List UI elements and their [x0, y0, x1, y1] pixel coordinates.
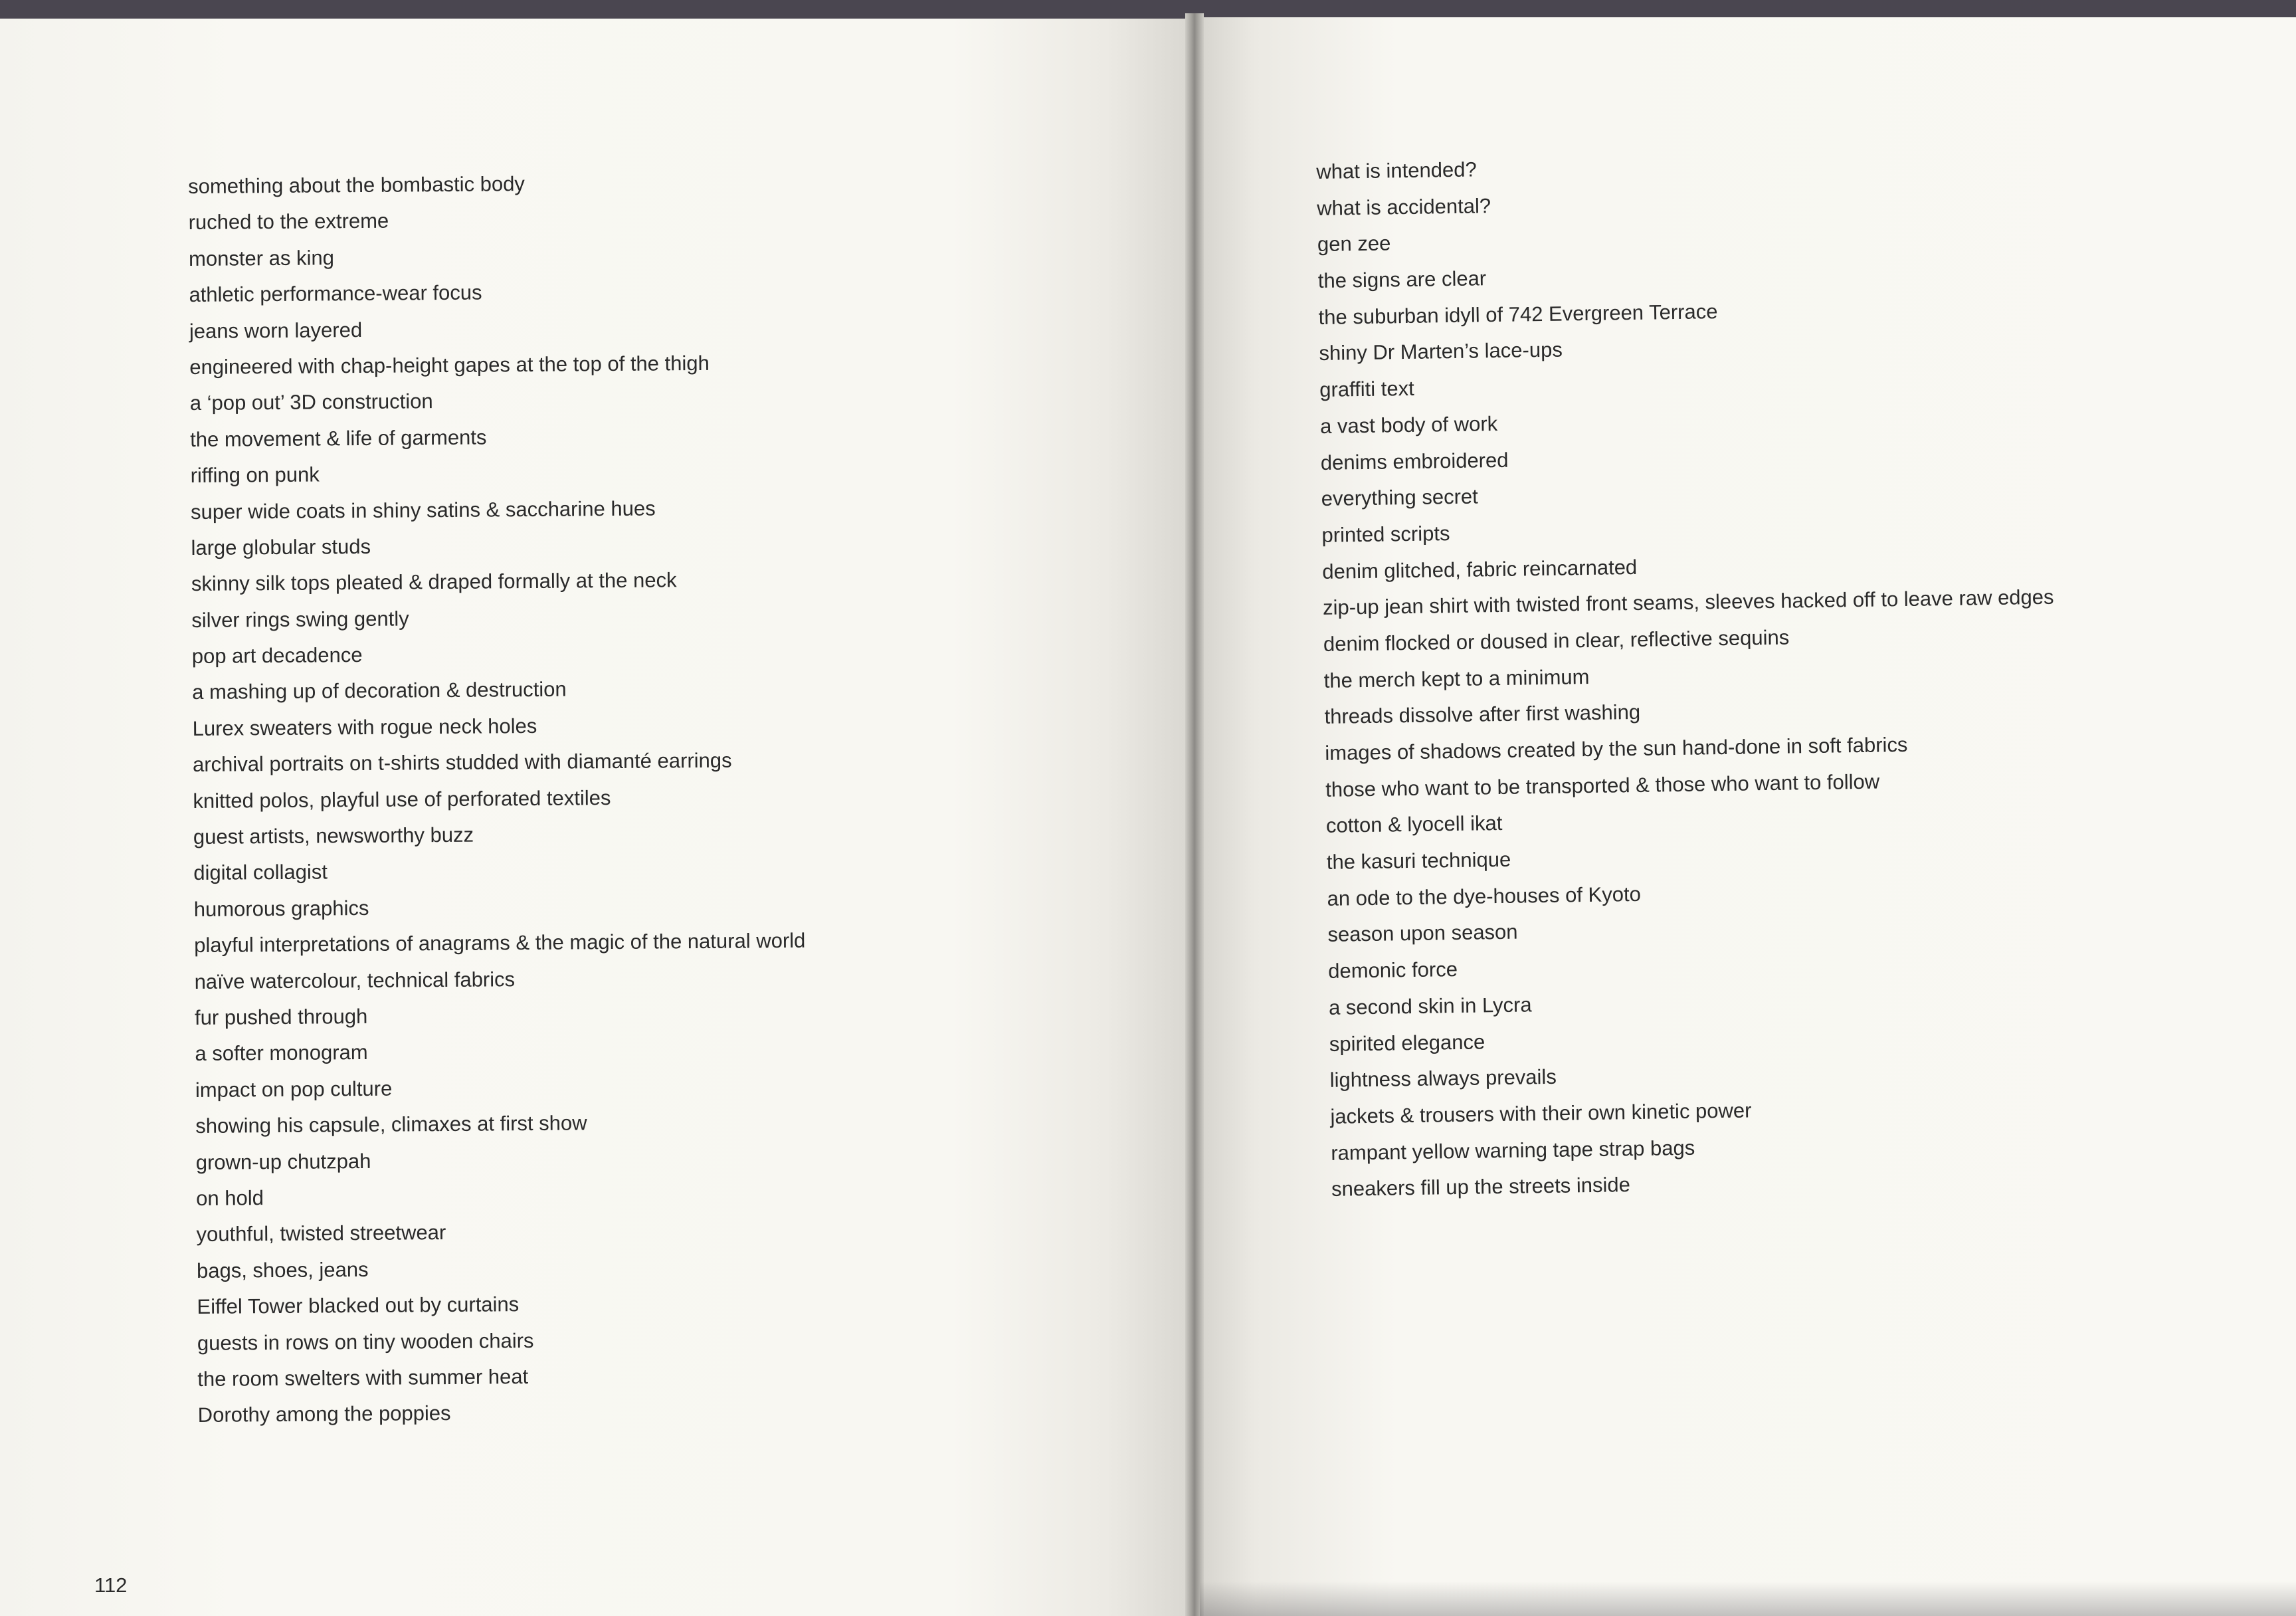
text-line: grown-up chutzpah: [195, 1149, 371, 1174]
text-line: denim glitched, fabric reincarnated: [1322, 555, 1638, 583]
text-line: jeans worn layered: [189, 318, 363, 343]
text-line: athletic performance-wear focus: [189, 280, 482, 307]
text-line: pop art decadence: [191, 643, 363, 668]
text-line: shiny Dr Marten’s lace-ups: [1319, 338, 1563, 365]
text-line: lightness always prevails: [1329, 1064, 1557, 1092]
text-line: denim flocked or doused in clear, reflective sequins: [1323, 625, 1790, 656]
left-page-text-list: [188, 164, 809, 1434]
text-line: guest artists, newsworthy buzz: [193, 823, 474, 849]
text-line: skinny silk tops pleated & draped formally at the neck: [191, 568, 677, 596]
text-line: silver rings swing gently: [191, 607, 409, 632]
text-line: denims embroidered: [1320, 448, 1509, 474]
text-line: everything secret: [1321, 484, 1478, 511]
text-line: on hold: [196, 1186, 264, 1210]
text-line: knitted polos, playful use of perforated textiles: [193, 785, 611, 813]
text-line: sneakers fill up the streets inside: [1331, 1173, 1631, 1201]
text-line: the suburban idyll of 742 Evergreen Terrace: [1318, 299, 1718, 329]
text-line: something about the bombastic body: [188, 172, 525, 198]
text-line: the room swelters with summer heat: [197, 1364, 529, 1391]
text-line: the kasuri technique: [1326, 847, 1511, 874]
text-line: cotton & lyocell ikat: [1325, 811, 1503, 838]
text-line: showing his capsule, climaxes at first show: [195, 1111, 587, 1138]
text-line: those who want to be transported & those who want to follow: [1325, 769, 1880, 801]
text-line: super wide coats in shiny satins & saccharine hues: [190, 496, 656, 524]
text-line: what is intended?: [1316, 157, 1477, 183]
text-line: the signs are clear: [1317, 266, 1487, 293]
text-line: youthful, twisted streetwear: [196, 1221, 446, 1247]
text-line: impact on pop culture: [195, 1076, 393, 1102]
text-line: a ‘pop out’ 3D construction: [189, 389, 433, 415]
text-line: archival portraits on t-shirts studded with diamanté earrings: [192, 748, 732, 777]
text-line: what is accidental?: [1316, 193, 1491, 220]
text-line: a softer monogram: [195, 1041, 368, 1066]
book-gutter: [1185, 13, 1204, 1616]
text-line: ruched to the extreme: [188, 209, 389, 235]
text-line: season upon season: [1327, 920, 1518, 947]
page-number: 112: [94, 1573, 128, 1597]
text-line: riffing on punk: [190, 462, 320, 488]
text-line: gen zee: [1317, 231, 1391, 256]
text-line: graffiti text: [1319, 376, 1414, 402]
text-line: rampant yellow warning tape strap bags: [1331, 1136, 1695, 1165]
text-line: Dorothy among the poppies: [197, 1401, 451, 1427]
text-line: a mashing up of decoration & destruction: [192, 678, 567, 704]
text-line: Eiffel Tower blacked out by curtains: [197, 1292, 520, 1319]
text-line: fur pushed through: [194, 1004, 368, 1029]
text-line: humorous graphics: [193, 896, 369, 921]
text-line: printed scripts: [1321, 521, 1450, 547]
text-line: playful interpretations of anagrams & the magic of the natural world: [194, 928, 806, 958]
text-line: Lurex sweaters with rogue neck holes: [192, 714, 537, 740]
text-line: monster as king: [188, 246, 335, 270]
text-line: bags, shoes, jeans: [196, 1257, 369, 1282]
text-line: spirited elegance: [1329, 1029, 1485, 1056]
text-line: a vast body of work: [1319, 411, 1498, 438]
text-line: naïve watercolour, technical fabrics: [194, 967, 516, 993]
text-line: zip-up jean shirt with twisted front seams, sleeves hacked off to leave raw edges: [1322, 585, 2054, 620]
text-line: engineered with chap-height gapes at the top of the thigh: [189, 351, 710, 379]
text-line: images of shadows created by the sun hand-done in soft fabrics: [1325, 732, 1908, 765]
page-edge-shadow: [1200, 1581, 2296, 1616]
right-page-text-list: [1316, 144, 2063, 1208]
text-line: the movement & life of garments: [190, 425, 487, 451]
text-line: the merch kept to a minimum: [1323, 664, 1590, 692]
text-line: guests in rows on tiny wooden chairs: [197, 1328, 534, 1355]
text-line: threads dissolve after first washing: [1324, 700, 1641, 729]
text-line: demonic force: [1327, 958, 1458, 983]
text-line: digital collagist: [193, 860, 328, 885]
text-line: a second skin in Lycra: [1328, 993, 1532, 1019]
text-line: jackets & trousers with their own kinetic power: [1330, 1098, 1752, 1128]
text-line: large globular studs: [191, 534, 371, 559]
text-line: an ode to the dye-houses of Kyoto: [1327, 882, 1642, 910]
